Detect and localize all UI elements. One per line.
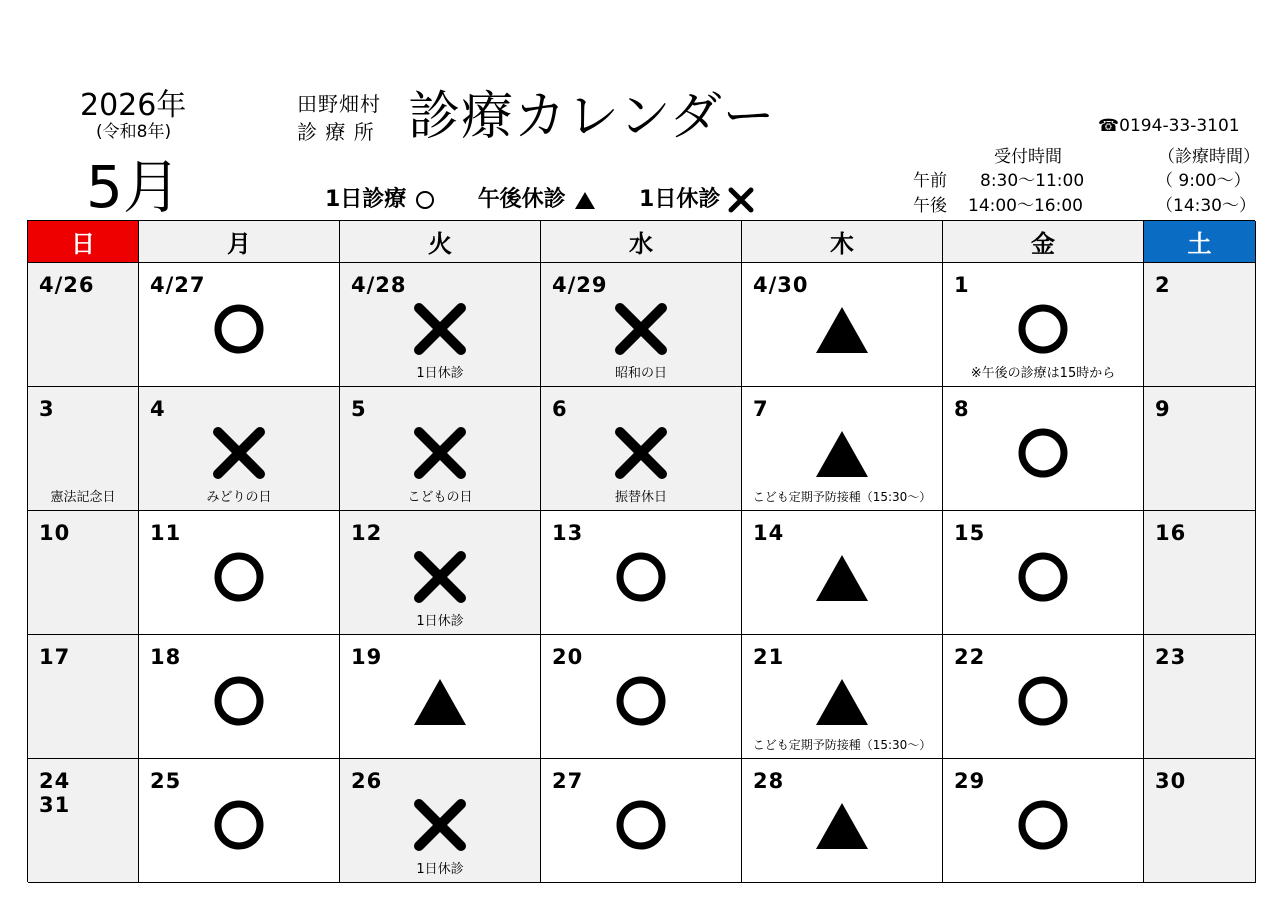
day-number: 4/30 xyxy=(753,273,809,297)
cross-icon xyxy=(211,427,267,479)
triangle-icon xyxy=(573,189,597,211)
legend-full-day: 1日診療 xyxy=(325,187,444,212)
day-number: 11 xyxy=(150,521,182,545)
circle-icon xyxy=(211,303,267,355)
calendar-day-cell xyxy=(139,635,340,759)
calendar-day-cell xyxy=(1144,387,1256,511)
day-number: 5 xyxy=(351,397,367,421)
day-number: 21 xyxy=(753,645,785,669)
calendar-day-cell xyxy=(28,635,139,759)
triangle-icon xyxy=(814,675,870,727)
weekday-header-sun: 日 xyxy=(28,221,139,263)
day-number: 1 xyxy=(954,273,970,297)
day-number: 4/26 xyxy=(39,273,95,297)
calendar-day-cell xyxy=(742,263,943,387)
month-label: 5月 xyxy=(86,153,181,221)
calendar-day-cell xyxy=(28,387,139,511)
calendar-day-cell xyxy=(742,511,943,635)
day-number: 19 xyxy=(351,645,383,669)
cross-icon xyxy=(412,303,468,355)
day-number: 27 xyxy=(552,769,584,793)
calendar-day-cell xyxy=(1144,263,1256,387)
day-number: 30 xyxy=(1155,769,1187,793)
calendar-day-cell xyxy=(1144,635,1256,759)
am-reception-hours: 8:30～11:00 xyxy=(980,171,1085,191)
calendar-day-cell xyxy=(1144,759,1256,883)
day-note: こども定期予防接種（15:30～） xyxy=(752,738,932,752)
day-number: 16 xyxy=(1155,521,1187,545)
day-number: 20 xyxy=(552,645,584,669)
day-number: 2 xyxy=(1155,273,1171,297)
circle-icon xyxy=(211,551,267,603)
calendar-day-cell xyxy=(340,387,541,511)
pm-reception-hours: 14:00～16:00 xyxy=(968,196,1083,216)
calendar-day-cell xyxy=(943,759,1144,883)
reception-hours-header: 受付時間 xyxy=(994,147,1062,167)
calendar-day-cell xyxy=(28,511,139,635)
page-title: 診療カレンダー xyxy=(408,87,776,147)
calendar-day-cell xyxy=(541,511,742,635)
day-number: 4 xyxy=(150,397,166,421)
circle-icon xyxy=(613,551,669,603)
circle-icon xyxy=(414,189,436,211)
day-note: こどもの日 xyxy=(407,490,473,505)
circle-icon xyxy=(1015,303,1071,355)
circle-icon xyxy=(1015,551,1071,603)
day-number: 4/27 xyxy=(150,273,206,297)
day-note: 1日休診 xyxy=(416,366,464,381)
day-note: こども定期予防接種（15:30～） xyxy=(752,490,932,504)
cross-icon xyxy=(412,551,468,603)
calendar-day-cell xyxy=(1144,511,1256,635)
day-number: 18 xyxy=(150,645,182,669)
year-label: 2026年 xyxy=(80,88,187,123)
consult-hours-header: （診療時間） xyxy=(1158,147,1260,167)
clinic-name-line2: 診 療 所 xyxy=(297,120,375,144)
triangle-icon xyxy=(814,551,870,603)
calendar-day-cell xyxy=(340,263,541,387)
circle-icon xyxy=(613,799,669,851)
legend xyxy=(325,182,788,213)
calendar-grid xyxy=(27,220,1255,882)
calendar-day-cell xyxy=(541,635,742,759)
phone-number: ☎0194-33-3101 xyxy=(1098,116,1240,136)
triangle-icon xyxy=(814,799,870,851)
day-number: 6 xyxy=(552,397,568,421)
era-label: (令和8年) xyxy=(96,122,172,142)
calendar-day-cell xyxy=(742,635,943,759)
circle-icon xyxy=(1015,799,1071,851)
calendar-day-cell xyxy=(340,635,541,759)
calendar-day-cell xyxy=(943,263,1144,387)
day-note: 1日休診 xyxy=(416,862,464,877)
day-note: 昭和の日 xyxy=(614,366,667,381)
cross-icon xyxy=(412,427,468,479)
cross-icon xyxy=(412,799,468,851)
day-number: 23 xyxy=(1155,645,1187,669)
calendar-day-cell xyxy=(541,263,742,387)
day-note: みどりの日 xyxy=(206,490,272,505)
day-note: 振替休日 xyxy=(614,490,667,505)
calendar-day-cell xyxy=(742,759,943,883)
day-note: 憲法記念日 xyxy=(50,490,116,505)
day-number: 10 xyxy=(39,521,71,545)
day-number: 13 xyxy=(552,521,584,545)
day-number: 22 xyxy=(954,645,986,669)
day-number: 8 xyxy=(954,397,970,421)
calendar-day-cell xyxy=(943,387,1144,511)
circle-icon xyxy=(1015,675,1071,727)
triangle-icon xyxy=(814,303,870,355)
pm-consult-hours: （14:30～） xyxy=(1156,196,1256,216)
day-number: 4/28 xyxy=(351,273,407,297)
weekday-header-thu: 木 xyxy=(742,221,943,263)
calendar-day-cell xyxy=(139,511,340,635)
day-number: 3 xyxy=(39,397,55,421)
calendar-day-cell xyxy=(28,759,139,883)
day-number: 12 xyxy=(351,521,383,545)
calendar-day-cell xyxy=(340,511,541,635)
pm-label: 午後 xyxy=(913,196,947,216)
circle-icon xyxy=(211,799,267,851)
day-note: ※午後の診療は15時から xyxy=(970,366,1116,381)
calendar-day-cell xyxy=(742,387,943,511)
weekday-header-tue: 火 xyxy=(340,221,541,263)
calendar-day-cell xyxy=(139,387,340,511)
circle-icon xyxy=(613,675,669,727)
day-number: 14 xyxy=(753,521,785,545)
circle-icon xyxy=(211,675,267,727)
calendar-day-cell xyxy=(340,759,541,883)
day-number: 25 xyxy=(150,769,182,793)
day-number: 24 31 xyxy=(39,769,71,817)
circle-icon xyxy=(1015,427,1071,479)
day-number: 7 xyxy=(753,397,769,421)
day-number: 4/29 xyxy=(552,273,608,297)
calendar-day-cell xyxy=(541,759,742,883)
am-consult-hours: （ 9:00～） xyxy=(1156,171,1251,191)
day-number: 28 xyxy=(753,769,785,793)
cross-icon xyxy=(613,303,669,355)
triangle-icon xyxy=(814,427,870,479)
calendar-day-cell xyxy=(139,263,340,387)
weekday-header-wed: 水 xyxy=(541,221,742,263)
day-number: 26 xyxy=(351,769,383,793)
calendar-day-cell xyxy=(139,759,340,883)
calendar-day-cell xyxy=(943,635,1144,759)
weekday-header-mon: 月 xyxy=(139,221,340,263)
cross-icon xyxy=(613,427,669,479)
legend-closed: 1日休診 xyxy=(639,187,754,212)
am-label: 午前 xyxy=(913,171,947,191)
day-number: 15 xyxy=(954,521,986,545)
calendar-day-cell xyxy=(28,263,139,387)
weekday-header-fri: 金 xyxy=(943,221,1144,263)
day-number: 9 xyxy=(1155,397,1171,421)
calendar-day-cell xyxy=(943,511,1144,635)
triangle-icon xyxy=(412,675,468,727)
day-number: 29 xyxy=(954,769,986,793)
clinic-name-line1: 田野畑村 xyxy=(297,92,381,116)
calendar-day-cell xyxy=(541,387,742,511)
cross-icon xyxy=(728,187,754,213)
weekday-header-sat: 土 xyxy=(1144,221,1256,263)
day-note: 1日休診 xyxy=(416,614,464,629)
legend-afternoon-off: 午後休診 xyxy=(478,187,605,212)
day-number: 17 xyxy=(39,645,71,669)
